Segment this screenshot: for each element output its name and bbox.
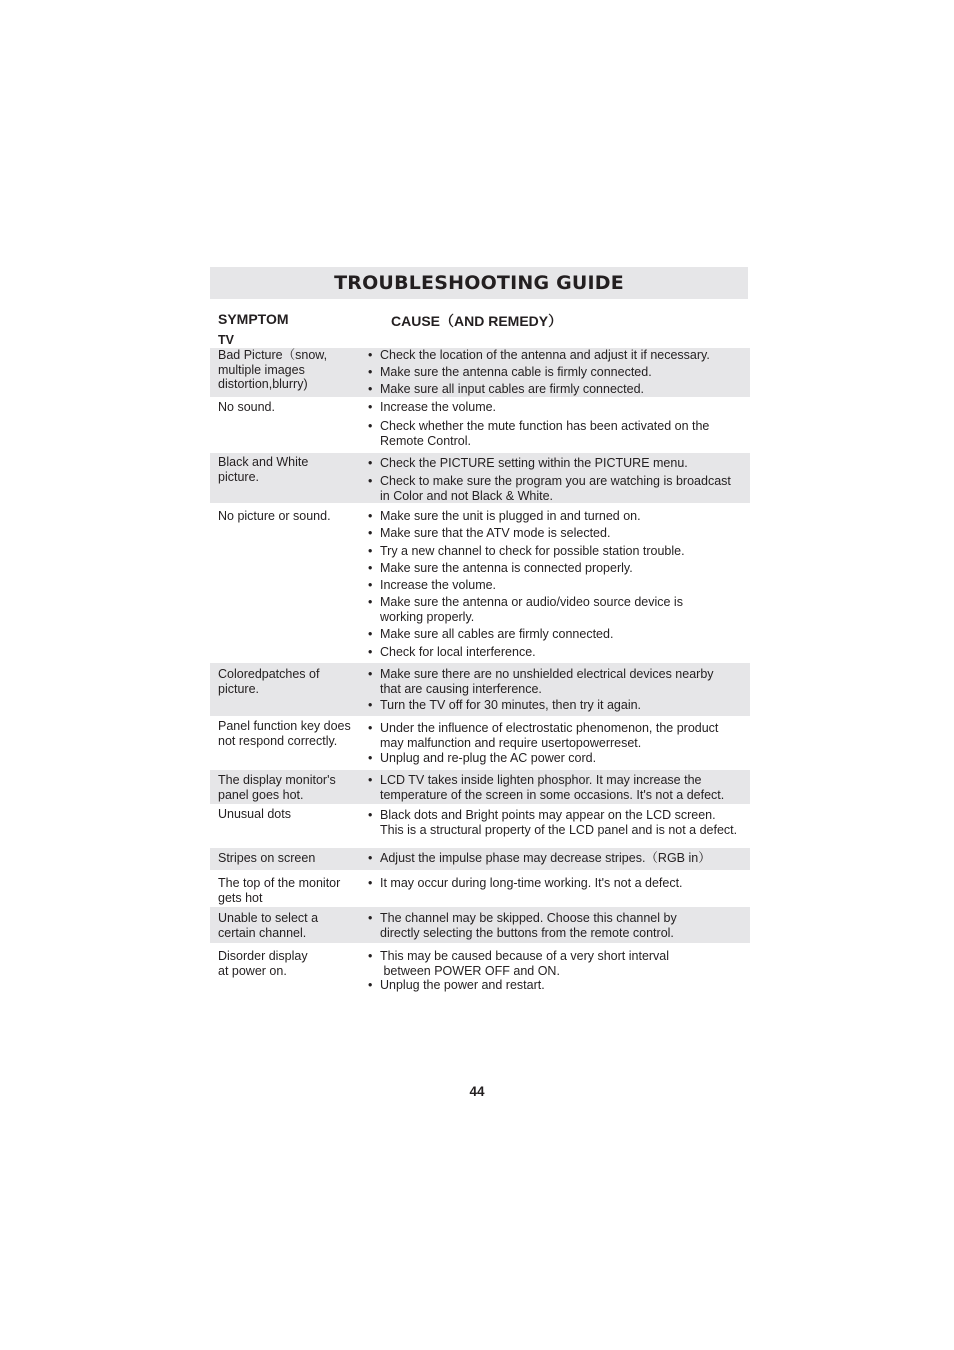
symptom-text [218, 400, 275, 415]
cause-line: Make sure all input cables are firmly connected. [380, 382, 645, 396]
bullet-icon: • [368, 645, 373, 659]
cause-line: Remote Control. [380, 433, 472, 448]
cause-line: Check the PICTURE setting within the PICTURE menu. [380, 456, 688, 470]
bullet-icon: • [368, 721, 373, 735]
cause-line: LCD TV takes inside lighten phosphor. It may increase the [380, 773, 702, 787]
symptom-header: SYMPTOM [218, 311, 289, 327]
bullet-icon: • [368, 751, 373, 765]
table-row [210, 943, 750, 995]
table-row [210, 397, 750, 453]
bullet-icon: • [368, 911, 373, 925]
cause-line: Make sure the antenna cable is firmly connected. [380, 365, 652, 379]
bullet-icon: • [368, 773, 373, 787]
bullet-icon: • [368, 474, 373, 488]
symptom-text [218, 719, 351, 748]
cause-text [380, 456, 688, 471]
cause-line: Under the influence of electrostatic phenomenon, the product [380, 721, 719, 735]
symptom-line: Unable to select a [218, 911, 319, 925]
cause-text [380, 808, 737, 837]
bullet-icon: • [368, 949, 373, 963]
cause-line: Make sure there are no unshielded electrical devices nearby [380, 667, 714, 681]
cause-text [380, 474, 731, 503]
cause-text [380, 578, 496, 593]
bullet-icon: • [368, 667, 373, 681]
symptom-line: Stripes on screen [218, 851, 316, 865]
page-number: 44 [469, 1084, 485, 1099]
cause-line: Check whether the mute function has been activated on the [380, 419, 710, 433]
symptom-line: The display monitor's [218, 773, 336, 787]
symptom-line: No sound. [218, 400, 275, 414]
bullet-icon: • [368, 978, 373, 992]
symptom-text [218, 773, 336, 802]
bullet-icon: • [368, 526, 373, 540]
cause-text [380, 382, 644, 397]
cause-line: Turn the TV off for 30 minutes, then try it again. [380, 698, 642, 712]
bullet-icon: • [368, 400, 373, 414]
cause-text [380, 595, 683, 624]
cause-line: Check the location of the antenna and adjust it if necessary. [380, 348, 710, 362]
cause-text [380, 911, 677, 940]
symptom-line: No picture or sound. [218, 509, 331, 523]
table-row [210, 348, 750, 397]
cause-line: This may be caused because of a very short interval [380, 949, 670, 963]
cause-text [380, 348, 710, 363]
table-row [210, 848, 750, 870]
symptom-line: multiple images [218, 362, 305, 377]
table-row [210, 907, 750, 943]
symptom-line: distortion,blurry) [218, 377, 308, 391]
symptom-text [218, 949, 308, 978]
symptom-line: at power on. [218, 963, 287, 978]
cause-text [380, 851, 711, 866]
cause-line: Make sure the unit is plugged in and turned on. [380, 509, 641, 523]
cause-text [380, 721, 718, 750]
bullet-icon: • [368, 419, 373, 433]
symptom-line: panel goes hot. [218, 787, 304, 802]
cause-text [380, 627, 613, 642]
cause-text [380, 509, 641, 524]
symptom-line: The top of the monitor [218, 876, 341, 890]
cause-text [380, 526, 610, 541]
symptom-line: certain channel. [218, 925, 307, 940]
cause-header: CAUSE（AND REMEDY） [391, 313, 563, 329]
bullet-icon: • [368, 365, 373, 379]
bullet-icon: • [368, 627, 373, 641]
cause-line: It may occur during long-time working. It's not a defect. [380, 876, 683, 890]
symptom-line: Bad Picture（snow, [218, 348, 328, 362]
bullet-icon: • [368, 595, 373, 609]
symptom-line: picture. [218, 469, 259, 484]
cause-line: Increase the volume. [380, 578, 497, 592]
bullet-icon: • [368, 808, 373, 822]
cause-line: Unplug the power and restart. [380, 978, 545, 992]
bullet-icon: • [368, 698, 373, 712]
bullet-icon: • [368, 382, 373, 396]
cause-text [380, 876, 683, 891]
cause-line: Check to make sure the program you are watching is broadcast [380, 474, 731, 488]
cause-text [380, 400, 496, 415]
cause-text [380, 949, 669, 978]
symptom-text [218, 667, 319, 696]
cause-line: between POWER OFF and ON. [380, 963, 560, 978]
cause-line: that are causing interference. [380, 681, 542, 696]
bullet-icon: • [368, 876, 373, 890]
cause-line: Adjust the impulse phase may decrease stripes.（RGB in） [380, 851, 711, 865]
symptom-text [218, 807, 291, 822]
cause-line: Make sure that the ATV mode is selected. [380, 526, 611, 540]
section-label: TV [218, 333, 234, 347]
cause-line: Make sure all cables are firmly connected. [380, 627, 614, 641]
symptom-line: Coloredpatches of [218, 667, 320, 681]
cause-text [380, 698, 641, 713]
symptom-line: Panel function key does [218, 719, 351, 733]
table-row [210, 870, 750, 907]
cause-text [380, 419, 709, 448]
table-row [210, 770, 750, 804]
cause-text [380, 667, 714, 696]
cause-line: may malfunction and require usertopowerreset. [380, 735, 642, 750]
cause-text [380, 365, 652, 380]
bullet-icon: • [368, 561, 373, 575]
symptom-text [218, 348, 327, 392]
cause-line: directly selecting the buttons from the remote control. [380, 925, 674, 940]
cause-line: Check for local interference. [380, 645, 536, 659]
cause-line: temperature of the screen in some occasions. It's not a defect. [380, 787, 725, 802]
symptom-text [218, 911, 318, 940]
table-row [210, 503, 750, 663]
table-row [210, 804, 750, 848]
bullet-icon: • [368, 456, 373, 470]
symptom-line: Disorder display [218, 949, 308, 963]
bullet-icon: • [368, 544, 373, 558]
symptom-text [218, 455, 308, 484]
cause-line: The channel may be skipped. Choose this channel by [380, 911, 677, 925]
bullet-icon: • [368, 348, 373, 362]
cause-line: This is a structural property of the LCD panel and is not a defect. [380, 822, 738, 837]
bullet-icon: • [368, 851, 373, 865]
cause-text [380, 751, 596, 766]
page-title: TROUBLESHOOTING GUIDE [334, 272, 624, 294]
symptom-text [218, 509, 331, 524]
cause-line: Increase the volume. [380, 400, 497, 414]
cause-line: Make sure the antenna is connected properly. [380, 561, 633, 575]
cause-line: working properly. [380, 609, 475, 624]
cause-text [380, 978, 545, 993]
cause-text [380, 773, 724, 802]
title-bar [210, 267, 748, 299]
cause-text [380, 561, 633, 576]
symptom-line: not respond correctly. [218, 733, 338, 748]
bullet-icon: • [368, 578, 373, 592]
symptom-line: Black and White [218, 455, 309, 469]
symptom-line: gets hot [218, 890, 263, 905]
cause-text [380, 544, 685, 559]
table-row [210, 453, 750, 503]
symptom-text [218, 876, 340, 905]
table-row [210, 716, 750, 770]
bullet-icon: • [368, 509, 373, 523]
cause-line: in Color and not Black & White. [380, 488, 553, 503]
symptom-line: Unusual dots [218, 807, 291, 821]
symptom-line: picture. [218, 681, 259, 696]
symptom-text [218, 851, 315, 866]
cause-line: Try a new channel to check for possible station trouble. [380, 544, 685, 558]
cause-text [380, 645, 536, 660]
cause-line: Unplug and re-plug the AC power cord. [380, 751, 597, 765]
cause-line: Black dots and Bright points may appear on the LCD screen. [380, 808, 716, 822]
cause-line: Make sure the antenna or audio/video source device is [380, 595, 683, 609]
table-row [210, 663, 750, 716]
